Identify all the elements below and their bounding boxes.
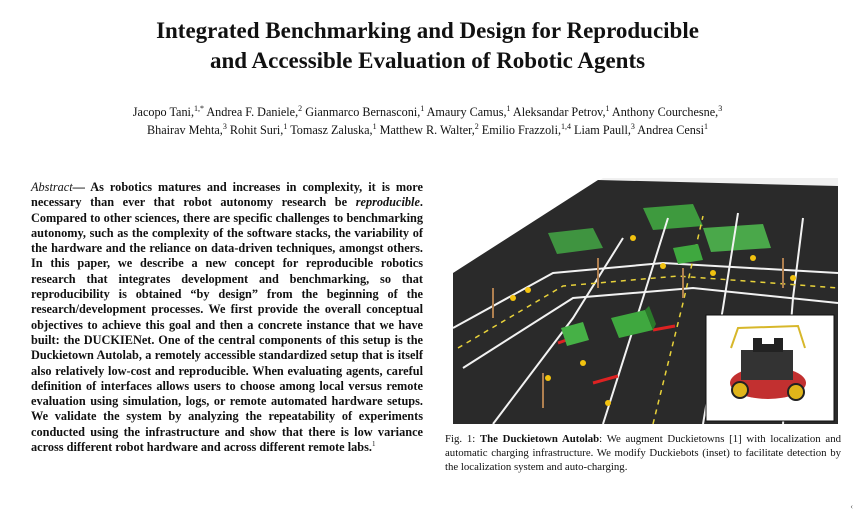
author-affiliation: 3: [222, 121, 227, 131]
abstract-text-1: As robotics matures and increases in complexity, it is more necessary than ever that robot autonomy research be: [31, 180, 423, 210]
caption-title: The Duckietown Autolab: [479, 433, 600, 445]
author-line-1: [20, 103, 835, 121]
caption-label: Fig. 1:: [445, 433, 480, 445]
title-line-1: Integrated Benchmarking and Design for Reproducible: [156, 18, 699, 43]
abstract-emphasis: reproducible: [355, 195, 420, 210]
author-name: Aleksandar Petrov,: [512, 105, 606, 119]
author-list: [20, 103, 835, 139]
author-name: Jacopo Tani,: [132, 105, 194, 119]
caption-text: : We augment Duckietowns [1] with localization and automatic charging infrastructure. We modify Duckiebots (inset) to facilitate detection by the localization system and auto-charging.: [445, 433, 841, 473]
author-name: Gianmarco Bernasconi,: [305, 105, 421, 119]
author-name: Rohit Suri,: [229, 123, 284, 137]
author-line-2: [20, 121, 835, 139]
author-affiliation: 1: [420, 103, 425, 113]
figure-caption: [445, 432, 841, 474]
page-mark: ‹: [850, 502, 853, 511]
author-name: Tomasz Zaluska,: [290, 123, 373, 137]
author-name: Andrea F. Daniele,: [206, 105, 299, 119]
author-affiliation: 1: [372, 121, 377, 131]
abstract-dash: —: [72, 180, 91, 194]
author-affiliation: 1,*: [194, 103, 204, 113]
author-affiliation: 1: [605, 103, 610, 113]
author-affiliation: 2: [298, 103, 303, 113]
author-affiliation: 1: [506, 103, 511, 113]
abstract-lead: Abstract: [31, 180, 73, 194]
author-name: Anthony Courchesne,: [611, 105, 719, 119]
author-name: Amaury Camus,: [426, 105, 507, 119]
author-affiliation: 3: [718, 103, 723, 113]
abstract: [31, 180, 423, 455]
duckietown-photo-illustration: [453, 178, 838, 424]
author-affiliation: 2: [474, 121, 479, 131]
author-name: Emilio Frazzoli,: [481, 123, 561, 137]
author-name: Bhairav Mehta,: [147, 123, 223, 137]
footnote-mark: 1: [371, 439, 376, 448]
author-affiliation: 3: [630, 121, 635, 131]
author-name: Andrea Censi: [637, 123, 704, 137]
author-affiliation: 1: [703, 121, 708, 131]
paper-title: [0, 16, 855, 76]
author-name: Liam Paull,: [574, 123, 631, 137]
author-name: Matthew R. Walter,: [379, 123, 475, 137]
author-affiliation: 1,4: [561, 121, 571, 131]
abstract-text-2: . Compared to other sciences, there are specific challenges to benchmarking autonomy, such as the complexity of the software stacks, the variability of the hardware and the reliance on data-driven techniques, amongst others. In this paper, we describe a new concept for reproducible robotics research that integrates development and benchmarking, so that reproducibility is obtained “by design” from the beginning of the research/development processes. We first provide the overall conceptual objectives to achieve this goal and then a concrete instance that we have built: the DUCKIENet. One of the central components of this setup is the Duckietown Autolab, a remotely accessible standardized setup that is itself also relatively low-cost and reproducible. When evaluating agents, careful definition of interfaces allows users to choose among local versus remote evaluation using simulation, logs, or remote automated hardware setups. We validate the system by analyzing the repeatability of experiments conducted using the infrastructure and show that there is low variance across different robot hardware and across different remote labs.: [31, 195, 423, 455]
title-line-2: and Accessible Evaluation of Robotic Agents: [209, 48, 646, 73]
author-affiliation: 1: [283, 121, 288, 131]
figure-duckietown-photo: [453, 178, 838, 424]
